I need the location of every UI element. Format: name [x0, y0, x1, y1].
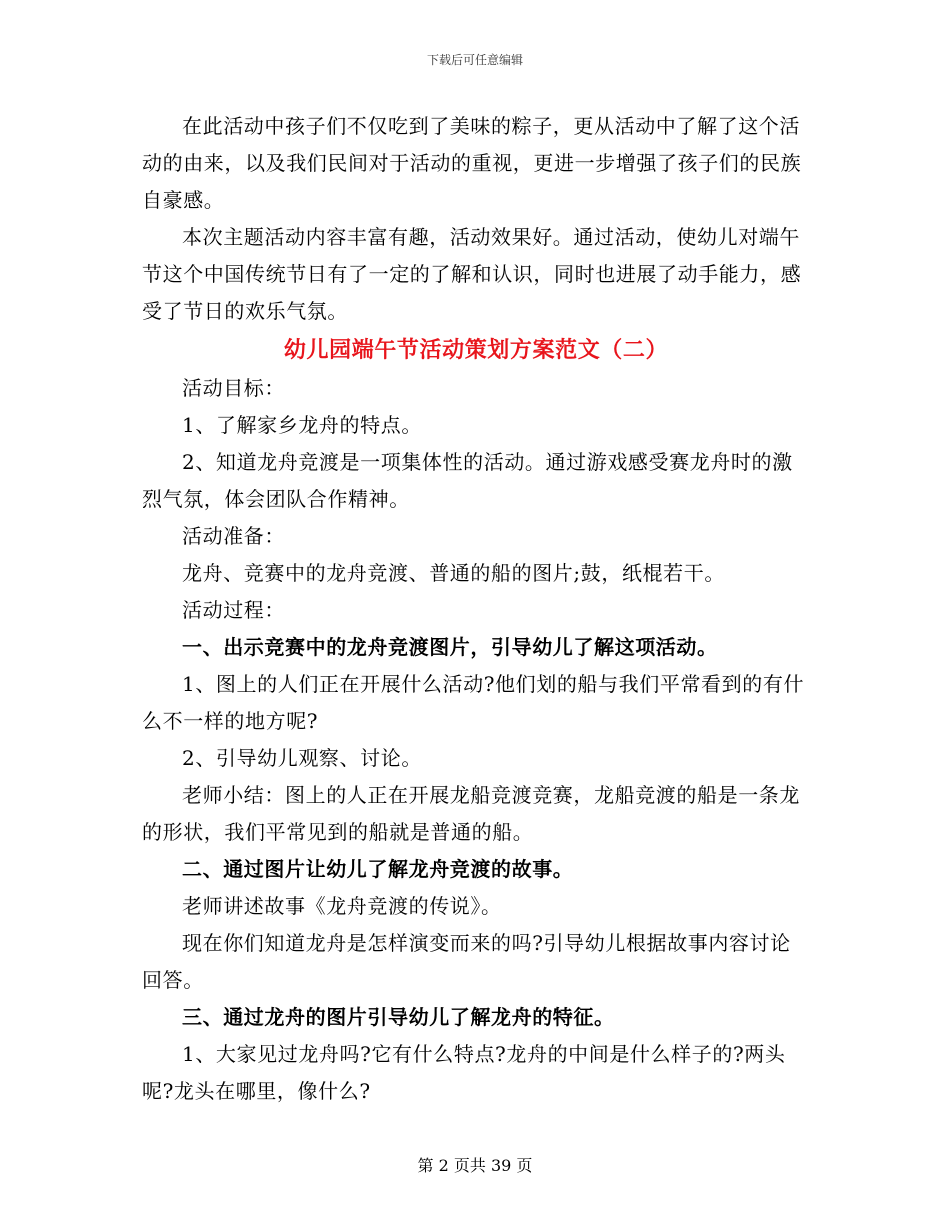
step-heading-2: 二、通过图片让幼儿了解龙舟竞渡的故事。 [182, 857, 574, 881]
paragraph-summary-2: 本次主题活动内容丰富有趣，活动效果好。通过活动，使幼儿对端午节这个中国传统节日有了一定的了解和认识，同时也进展了动手能力，感受了节日的欢乐气氛。 [142, 225, 802, 323]
page-number: 第 2 页共 39 页 [417, 1156, 533, 1175]
page-header-note: 下载后可任意编辑 [426, 53, 523, 67]
section-heading: 幼儿园端午节活动策划方案范文（二） [283, 337, 669, 363]
step-heading-1: 一、出示竞赛中的龙舟竞渡图片，引导幼儿了解这项活动。 [182, 635, 718, 659]
paragraph-goal-2: 2、知道龙舟竞渡是一项集体性的活动。通过游戏感受赛龙舟时的激烈气氛，体会团队合作精神。 [142, 450, 793, 511]
paragraph-process-label: 活动过程： [182, 598, 285, 622]
paragraph-step-3-question: 1、大家见过龙舟吗?它有什么特点?龙舟的中间是什么样子的?两头呢?龙头在哪里，像什么? [142, 1042, 786, 1103]
paragraph-prep-label: 活动准备： [182, 524, 285, 548]
paragraph-step-1-question: 1、图上的人们正在开展什么活动?他们划的船与我们平常看到的有什么不一样的地方呢? [142, 672, 805, 733]
paragraph-story-discussion: 现在你们知道龙舟是怎样演变而来的吗?引导幼儿根据故事内容讨论回答。 [142, 931, 791, 992]
paragraph-teacher-summary: 老师小结：图上的人正在开展龙船竞渡竞赛，龙船竞渡的船是一条龙的形状，我们平常见到的船就是普通的船。 [142, 783, 800, 844]
paragraph-step-1-guide: 2、引导幼儿观察、讨论。 [182, 746, 422, 770]
paragraph-prep-items: 龙舟、竞赛中的龙舟竞渡、普通的船的图片;鼓，纸棍若干。 [182, 561, 725, 585]
paragraph-summary-1: 在此活动中孩子们不仅吃到了美味的粽子，更从活动中了解了这个活动的由来，以及我们民间对于活动的重视，更进一步增强了孩子们的民族自豪感。 [142, 114, 802, 212]
paragraph-story: 老师讲述故事《龙舟竞渡的传说》。 [182, 894, 502, 918]
document-body [142, 108, 810, 1110]
paragraph-goal-1: 1、了解家乡龙舟的特点。 [182, 413, 422, 437]
step-heading-3: 三、通过龙舟的图片引导幼儿了解龙舟的特征。 [182, 1005, 615, 1029]
paragraph-goals-label: 活动目标： [182, 376, 285, 400]
